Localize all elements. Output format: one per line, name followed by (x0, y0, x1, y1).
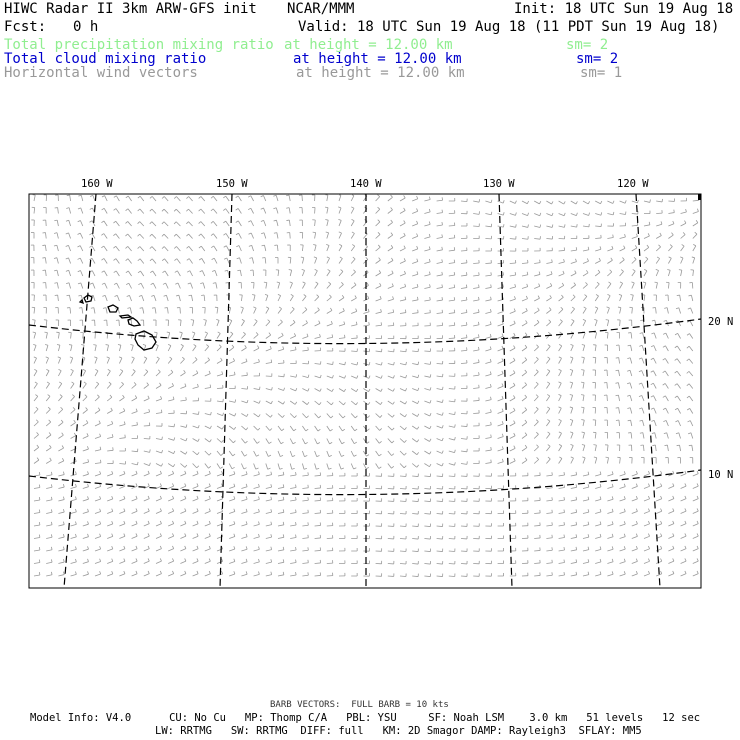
field-cloud-level: at height = 12.00 km (293, 51, 462, 67)
forecast-hour: 0 h (73, 19, 99, 35)
barb-vector-note: BARB VECTORS: FULL BARB = 10 kts (270, 700, 449, 710)
field-precip-smooth: sm= 2 (566, 37, 609, 53)
lat-label-20n: 20 N (708, 316, 734, 328)
forecast-label: Fcst: (4, 19, 47, 35)
lon-label-150w: 150 W (216, 178, 248, 190)
field-wind-name: Horizontal wind vectors (4, 65, 198, 81)
model-info-line2: LW: RRTMG SW: RRTMG DIFF: full KM: 2D Smagor DAMP: Rayleigh3 SFLAY: MM5 (155, 725, 642, 737)
map-frame (29, 194, 701, 588)
field-wind-level: at height = 12.00 km (296, 65, 465, 81)
lon-label-130w: 130 W (483, 178, 515, 190)
corner-marker (698, 194, 701, 200)
field-precip-level: at height = 12.00 km (284, 37, 453, 53)
field-precip-name: Total precipitation mixing ratio (4, 37, 274, 53)
valid-time: Valid: 18 UTC Sun 19 Aug 18 (11 PDT Sun 19 Aug 18) (298, 19, 720, 35)
lon-label-140w: 140 W (350, 178, 382, 190)
lon-label-120w: 120 W (617, 178, 649, 190)
lat-label-10n: 10 N (708, 469, 734, 481)
model-info-line1: Model Info: V4.0 CU: No Cu MP: Thomp C/A PBL: YSU SF: Noah LSM 3.0 km 51 levels 12 sec (30, 712, 701, 724)
plot-title: HIWC Radar II 3km ARW-GFS init (4, 1, 257, 17)
init-time: Init: 18 UTC Sun 19 Aug 18 (514, 1, 734, 17)
field-wind-smooth: sm= 1 (580, 65, 623, 81)
organization-label: NCAR/MMM (287, 1, 355, 17)
field-cloud-name: Total cloud mixing ratio (4, 51, 207, 67)
lon-label-160w: 160 W (81, 178, 113, 190)
field-cloud-smooth: sm= 2 (576, 51, 619, 67)
